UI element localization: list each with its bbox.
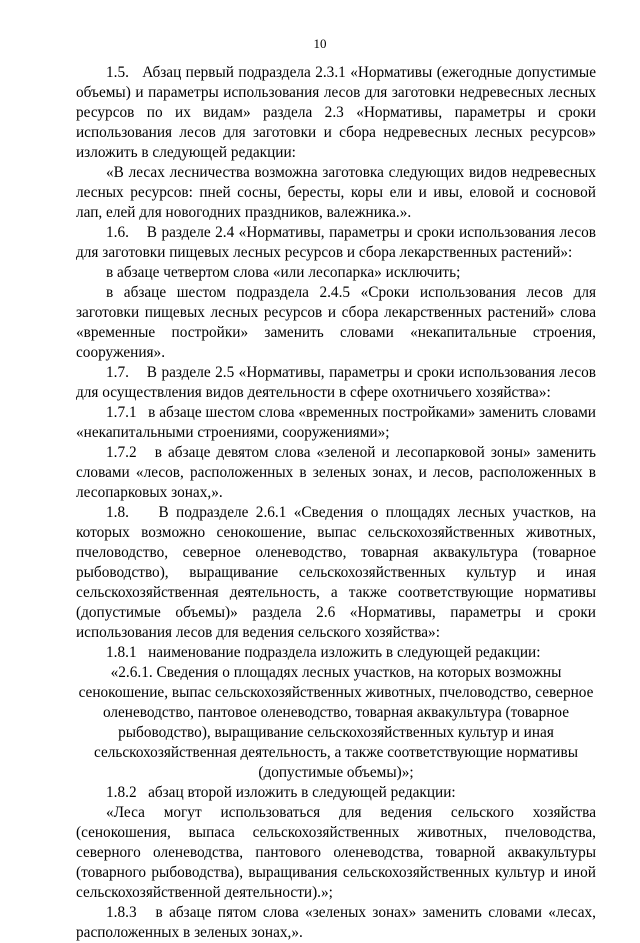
paragraph-1-7: 1.7. В разделе 2.5 «Нормативы, параметры и сроки использования лесов для осуществления видов деятельности в сфере охотничьего хозяйства»: [76, 364, 596, 401]
paragraph-1-8: 1.8. В подразделе 2.6.1 «Сведения о площадях лесных участков, на которых возможно сенокошение, выпас сельскохозяйственных животных, пчеловодство, северное оленеводство, товарная аквакультура (товарное рыбоводство), выращивание сельскохозяйственных культур и иная сельскохозяйственная деятельность, а также соответствующие нормативы (допустимые объемы)» раздела 2.6 «Нормативы, параметры и сроки использования лесов для ведения сельского хозяйства»: [76, 504, 596, 641]
paragraph-1-6-fourth-abzac: в абзаце четвертом слова «или лесопарка» исключить; [106, 264, 461, 281]
paragraph-1-8-3: 1.8.3 в абзаце пятом слова «зеленых зонах» заменить словами «лесах, расположенных в зеленых зонах,». [76, 904, 596, 941]
paragraph-1-6: 1.6. В разделе 2.4 «Нормативы, параметры и сроки использования лесов для заготовки пищевых лесных ресурсов и сбора лекарственных растений»: [76, 224, 596, 261]
paragraph-1-5: 1.5. Абзац первый подраздела 2.3.1 «Нормативы (ежегодные допустимые объемы) и параметры использования лесов для заготовки недревесных лесных ресурсов по их видам» раздела 2.3 «Нормативы, параметры и сроки использования лесов для заготовки и сбора недревесных лесных ресурсов» изложить в следующей редакции: [76, 64, 596, 161]
paragraph-1-8-2: 1.8.2 абзац второй изложить в следующей редакции: [106, 784, 456, 801]
document-body [76, 63, 596, 943]
paragraph-1-7-2: 1.7.2 в абзаце девятом слова «зеленой и лесопарковой зоны» заменить словами «лесов, расположенных в зеленых зонах, и лесов, расположенных в лесопарковых зонах,». [76, 444, 596, 501]
page-number: 10 [313, 36, 327, 51]
paragraph-1-7-1: 1.7.1 в абзаце шестом слова «временных постройками» заменить словами «некапитальными строениями, сооружениями»; [76, 404, 596, 441]
quote-agriculture-use: «Леса могут использоваться для ведения сельского хозяйства (сенокошения, выпаса сельскохозяйственных животных, пчеловодства, северного оленеводства, пантового оленеводства, товарной аквакультуры (товарного рыбоводства), выращивания сельскохозяйственных культур и иной сельскохозяйственной деятельности).»; [76, 804, 596, 901]
quote-non-timber-resources: «В лесах лесничества возможна заготовка следующих видов недревесных лесных ресурсов: пней сосны, бересты, коры ели и ивы, еловой и сосновой лап, елей для новогодних праздников, валежника.». [76, 164, 596, 221]
paragraph-1-8-1: 1.8.1 наименование подраздела изложить в следующей редакции: [106, 644, 541, 661]
paragraph-1-6-sixth-abzac: в абзаце шестом подраздела 2.4.5 «Сроки использования лесов для заготовки пищевых лесных ресурсов и сбора лекарственных растений» слова «временные постройки» заменить словами «некапитальные строения, сооружения». [76, 284, 596, 361]
quote-subsection-title: «2.6.1. Сведения о площадях лесных участков, на которых возможны сенокошение, выпас сельскохозяйственных животных, пчеловодство, северное оленеводство, пантовое оленеводство, товарная аквакультура (товарное рыбоводство), выращивание сельскохозяйственных культур и иная сельскохозяйственная деятельность, а также соответствующие нормативы (допустимые объемы)»; [78, 664, 594, 781]
